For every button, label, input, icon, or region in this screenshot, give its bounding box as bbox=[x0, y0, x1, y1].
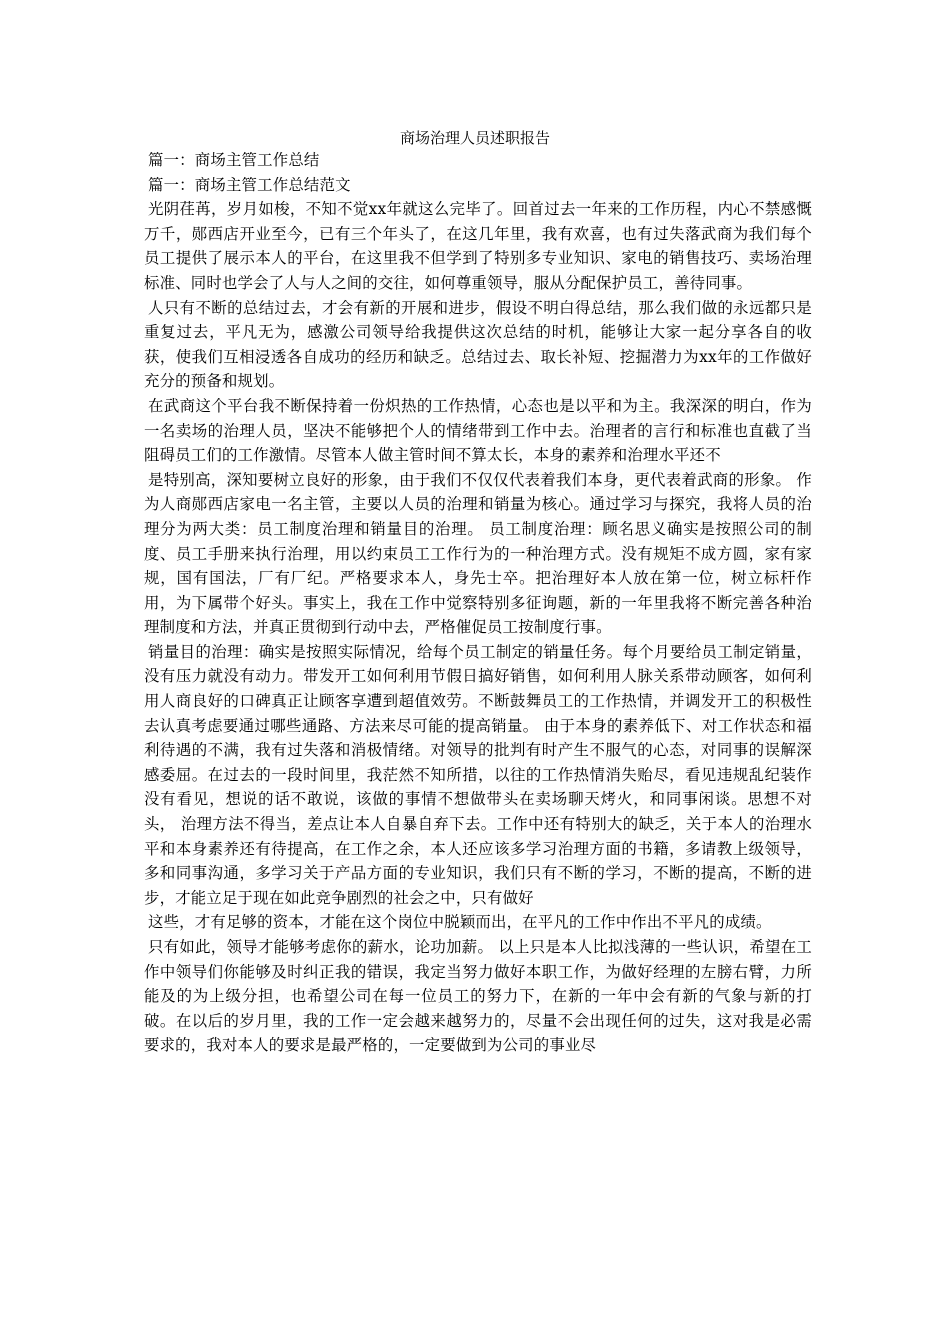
section-heading: 篇一：商场主管工作总结 bbox=[148, 151, 320, 169]
paragraph: 这些，才有足够的资本，才能在这个岗位中脱颖而出，在平凡的工作中作出不平凡的成绩。 bbox=[148, 913, 772, 932]
paragraph: 人只有不断的总结过去，才会有新的开展和进步，假设不明白得总结，那么我们做的永远都只是重复过去，平凡无为，感激公司领导给我提供这次总结的时机，能够让大家一起分享各自的收获，使我们互相浸透各自成功的经历和缺乏。总结过去、取长补短、挖掘潜力为xx年的工作做好充分的预备和规划。 bbox=[144, 298, 812, 391]
paragraph: 光阴荏苒，岁月如梭，不知不觉xx年就这么完毕了。回首过去一年来的工作历程，内心不禁感慨万千，郧西店开业至今，已有三个年头了，在这几年里，我有欢喜，也有过失落武商为我们每个员工提供了展示本人的平台，在这里我不但学到了特别多专业知识、家电的销售技巧、卖场治理标准、同时也学会了人与人之间的交往，如何尊重领导，服从分配保护员工，善待同事。 bbox=[144, 200, 812, 292]
paragraph: 在武商这个平台我不断保持着一份炽热的工作热情，心态也是以平和为主。我深深的明白，作为一名卖场的治理人员，坚决不能够把个人的情绪带到工作中去。治理者的言行和标准也直截了当阻碍员工们的工作激情。尽管本人做主管时间不算太长，本身的素养和治理水平还不 bbox=[144, 396, 812, 465]
paragraph: 只有如此，领导才能够考虑你的薪水，论功加薪。 以上只是本人比拟浅薄的一些认识，希望在工作中领导们你能够及时纠正我的错误，我定当努力做好本职工作，为做好经理的左膀右臂，力所能及的为上级分担，也希望公司在每一位员工的努力下，在新的一年中会有新的气象与新的打破。在以后的岁月里，我的工作一定会越来越努力的，尽量不会出现任何的过失，这对我是必需要求的，我对本人的要求是最严格的，一定要做到为公司的事业尽 bbox=[144, 938, 812, 1055]
paragraph: 销量目的治理：确实是按照实际情况，给每个员工制定的销量任务。每个月要给员工制定销量，没有压力就没有动力。带发开工如何利用节假日搞好销售，如何利用人脉关系带动顾客，如何利用人商良好的口碑真正让顾客享遭到超值效劳。不断鼓舞员工的工作热情，并调发开工的积极性去认真考虑要通过哪些通路、方法来尽可能的提高销量。 由于本身的素养低下、对工作状态和福利待遇的不满，我有过失落和消极情绪。对领导的批判有时产生不服气的心态，对同事的误解深感委屈。在过去的一段时间里，我茫然不知所措，以往的工作热情消失贻尽，看见违规乱纪装作没有看见，想说的话不敢说，该做的事情不想做带头在卖场聊天烤火，和同事闲谈。思想不对头， 治理方法不得当，差点让本人自暴自弃下去。工作中还有特别大的缺乏，关于本人的治理水平和本身素养还有待提高，在工作之余，本人还应该多学习治理方面的书籍，多请教上级领导，多和同事沟通，多学习关于产品方面的专业知识，我们只有不断的学习，不断的提高，不断的进步，才能立足于现在如此竞争剧烈的社会之中，只有做好 bbox=[144, 642, 812, 907]
document-title: 商场治理人员述职报告 bbox=[399, 129, 550, 147]
paragraph: 是特别高，深知要树立良好的形象，由于我们不仅仅代表着我们本身，更代表着武商的形象。 作为人商郧西店家电一名主管，主要以人员的治理和销量为核心。通过学习与探究，我将人员的治理分为两大类：员工制度治理和销量目的治理。 员工制度治理：顾名思义确实是按照公司的制度、员工手册来执行治理，用以约束员工工作行为的一种治理方式。没有规矩不成方圆，家有家规，国有国法，厂有厂纪。严格要求本人，身先士卒。把治理好本人放在第一位，树立标杆作用，为下属带个好头。事实上，我在工作中觉察特别多征询题，新的一年里我将不断完善各种治理制度和方法，并真正贯彻到行动中去，严格催促员工按制度行事。 bbox=[144, 470, 812, 637]
section-subheading: 篇一：商场主管工作总结范文 bbox=[148, 175, 351, 194]
document-body bbox=[144, 148, 812, 1058]
